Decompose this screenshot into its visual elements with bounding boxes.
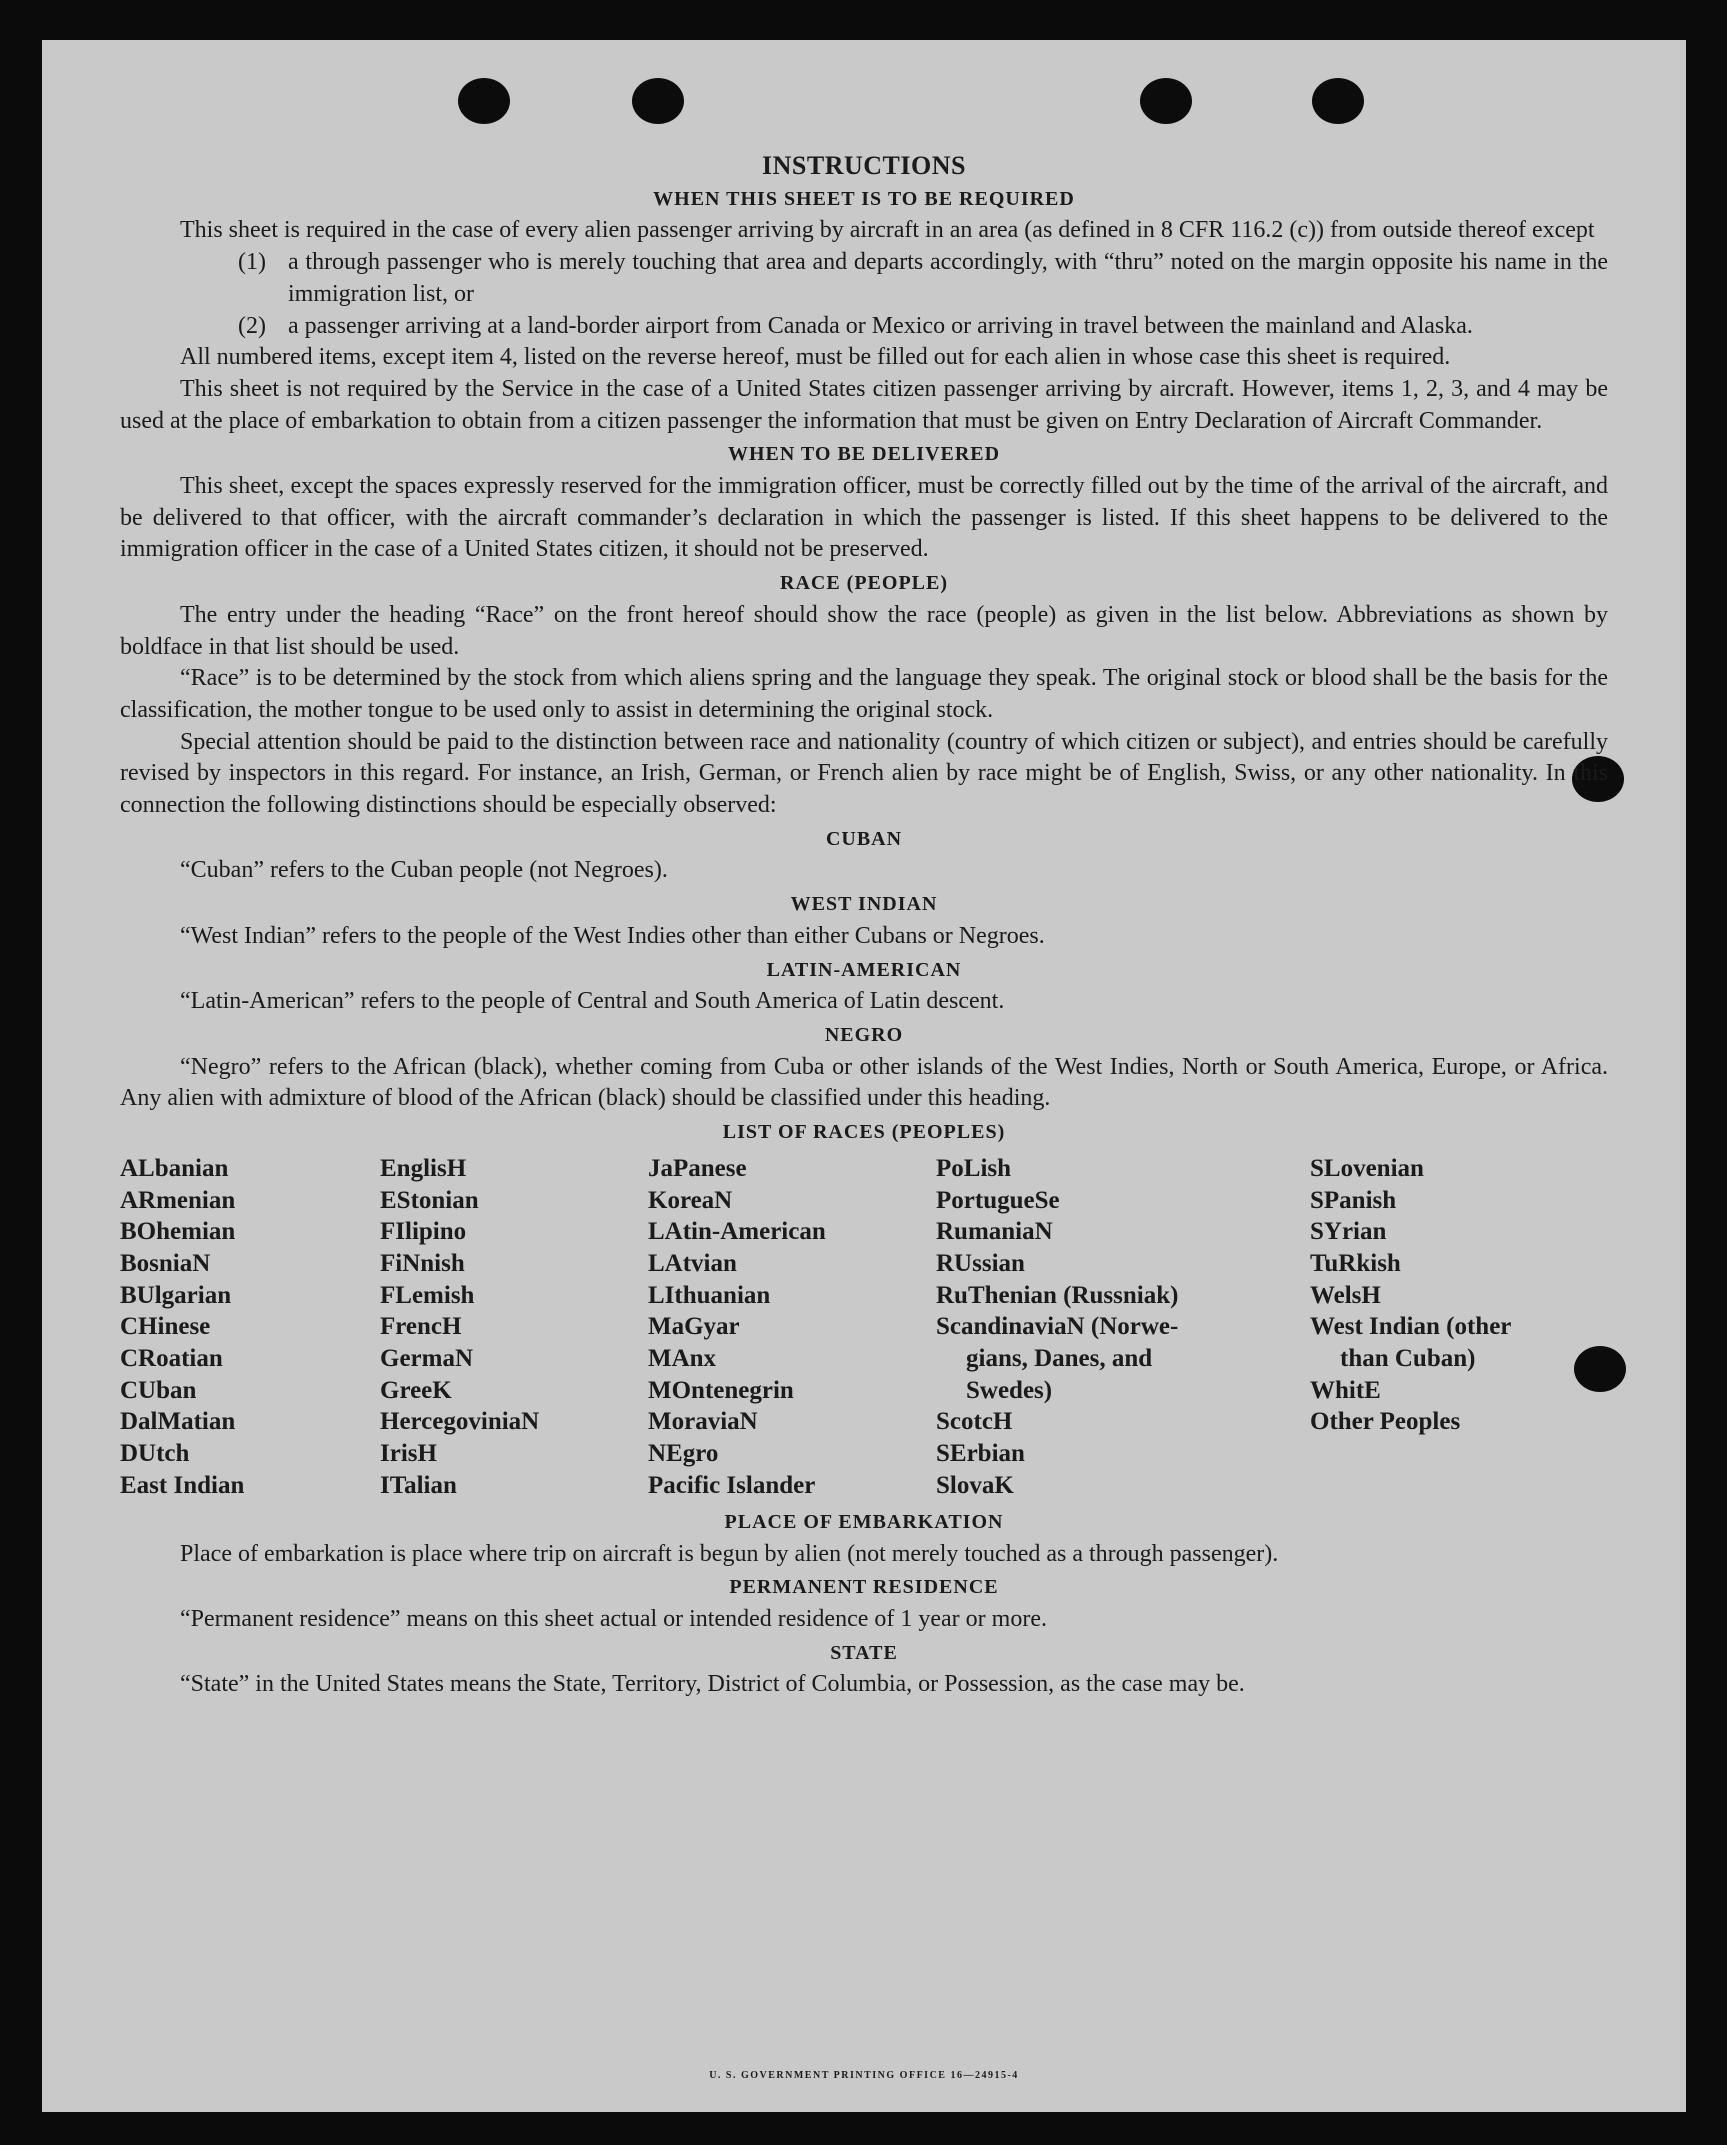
race-item: WhitE: [1310, 1376, 1381, 1404]
paragraph: “Permanent residence” means on this sheet actual or intended residence of 1 year or more.: [180, 1605, 1047, 1632]
section-heading-race: RACE (PEOPLE): [780, 572, 948, 595]
race-item: CHinese: [120, 1313, 211, 1341]
race-item: PoLish: [936, 1154, 1012, 1182]
race-item: Swedes): [966, 1376, 1053, 1404]
paragraph: This sheet, except the spaces expressly reserved for the immigration officer, must be correctly filled out by the time of the arrival of the aircraft, and be delivered to that officer, with the aircraft commander’s declaration in which the passenger is listed. If this sheet happens to be delivered to the immigration officer in the case of a United States citizen, it should not be preserved.: [120, 473, 1608, 563]
exception-item: (1) a through passenger who is merely touching that area and departs accordingly, with “thru” noted on the margin opposite his name in the immigration list, or: [238, 249, 1608, 307]
race-item: ITalian: [380, 1471, 457, 1499]
race-item: MOntenegrin: [648, 1376, 794, 1404]
race-item: NEgro: [648, 1440, 719, 1468]
race-item: SLovenian: [1310, 1154, 1424, 1182]
races-column: [648, 1153, 826, 1502]
races-column: [380, 1153, 539, 1502]
race-item: Pacific Islander: [648, 1471, 816, 1499]
race-item: than Cuban): [1340, 1345, 1476, 1373]
race-item: IrisH: [380, 1440, 437, 1468]
race-item: BosniaN: [120, 1249, 211, 1277]
race-item: WelsH: [1310, 1281, 1381, 1309]
race-item: HercegoviniaN: [380, 1408, 540, 1436]
race-item: RUssian: [936, 1249, 1025, 1277]
race-item: GreeK: [380, 1376, 452, 1404]
paragraph: This sheet is not required by the Service in the case of a United States citizen passenger arriving by aircraft. However, items 1, 2, 3, and 4 may be used at the place of embarkation to obtain from a citizen passenger the information that must be given on Entry Declaration of Aircraft Commander.: [120, 375, 1608, 434]
race-item: TuRkish: [1310, 1249, 1401, 1277]
instructions-content: [120, 150, 1608, 1701]
race-item: FIlipino: [380, 1218, 467, 1246]
punch-hole: [1312, 78, 1364, 124]
race-item: GermaN: [380, 1345, 474, 1373]
punch-hole: [458, 78, 510, 124]
section-heading-negro: NEGRO: [824, 1023, 904, 1046]
race-item: PortugueSe: [936, 1186, 1060, 1214]
page-title: INSTRUCTIONS: [762, 151, 966, 180]
section-heading-state: STATE: [830, 1641, 898, 1664]
section-heading-west-indian: WEST INDIAN: [790, 893, 938, 916]
section-heading-when-required: WHEN THIS SHEET IS TO BE REQUIRED: [653, 187, 1075, 210]
paragraph: The entry under the heading “Race” on the front hereof should show the race (people) as given in the list below. Abbreviations as shown by boldface in that list should be used.: [120, 601, 1608, 660]
race-item: West Indian (other: [1310, 1313, 1512, 1341]
race-item: CUban: [120, 1376, 197, 1404]
punch-hole: [1140, 78, 1192, 124]
punch-hole: [632, 78, 684, 124]
section-heading-embarkation: PLACE OF EMBARKATION: [724, 1510, 1004, 1533]
race-item: SErbian: [936, 1440, 1025, 1468]
race-item: ScandinaviaN (Norwe-: [936, 1313, 1179, 1341]
section-heading-latin-american: LATIN-AMERICAN: [766, 958, 962, 981]
races-column: [1310, 1153, 1511, 1438]
paragraph: “Race” is to be determined by the stock from which aliens spring and the language they speak. The original stock or blood shall be the basis for the classification, the mother tongue to be used only to assist in determining the original stock.: [120, 665, 1608, 723]
race-item: MAnx: [648, 1345, 717, 1373]
section-heading-residence: PERMANENT RESIDENCE: [729, 1576, 999, 1599]
paragraph: “West Indian” refers to the people of the West Indies other than either Cubans or Negroes.: [180, 922, 1045, 949]
race-item: SPanish: [1310, 1186, 1397, 1214]
races-list: [120, 1153, 1608, 1505]
race-item: DUtch: [120, 1440, 190, 1468]
race-item: LIthuanian: [648, 1281, 771, 1309]
exception-item: (2) a passenger arriving at a land-border airport from Canada or Mexico or arriving in travel between the mainland and Alaska.: [238, 312, 1473, 339]
races-column: [120, 1153, 244, 1502]
races-column: [936, 1153, 1178, 1502]
race-item: RumaniaN: [936, 1218, 1053, 1246]
race-item: MaGyar: [648, 1313, 740, 1341]
race-item: ARmenian: [120, 1186, 236, 1214]
race-item: FiNnish: [380, 1249, 465, 1277]
race-item: BOhemian: [120, 1218, 236, 1246]
race-item: ALbanian: [120, 1154, 229, 1182]
paragraph: All numbered items, except item 4, listed on the reverse hereof, must be filled out for each alien in whose case this sheet is required.: [180, 344, 1451, 371]
section-heading-when-delivered: WHEN TO BE DELIVERED: [727, 443, 1001, 466]
paragraph: “Cuban” refers to the Cuban people (not Negroes).: [180, 857, 668, 884]
section-heading-races-list: LIST OF RACES (PEOPLES): [722, 1121, 1006, 1144]
race-item: LAtvian: [648, 1249, 737, 1277]
race-item: EStonian: [380, 1186, 479, 1214]
race-item: MoraviaN: [648, 1408, 758, 1436]
race-item: FrencH: [380, 1313, 462, 1341]
race-item: FLemish: [380, 1281, 475, 1309]
race-item: EnglisH: [380, 1154, 467, 1182]
race-item: gians, Danes, and: [966, 1345, 1153, 1373]
race-item: DalMatian: [120, 1408, 236, 1436]
printing-office-footer: U. S. GOVERNMENT PRINTING OFFICE 16—24915-4: [709, 2070, 1019, 2081]
paragraph: Special attention should be paid to the distinction between race and nationality (country of which citizen or subject), and entries should be carefully revised by inspectors in this regard. For instance, an Irish, German, or French alien by race might be of English, Swiss, or any other nationality. In this connection the following distinctions should be especially observed:: [120, 728, 1608, 819]
race-item: CRoatian: [120, 1345, 223, 1373]
race-item: BUlgarian: [120, 1281, 232, 1309]
race-item: RuThenian (Russniak): [936, 1281, 1179, 1309]
race-item: ScotcH: [936, 1408, 1013, 1436]
race-item: KoreaN: [648, 1186, 733, 1214]
paragraph: “State” in the United States means the State, Territory, District of Columbia, or Possession, as the case may be.: [180, 1671, 1245, 1698]
race-item: SlovaK: [936, 1471, 1014, 1499]
race-item: SYrian: [1310, 1218, 1387, 1246]
race-item: LAtin-American: [648, 1218, 826, 1246]
paragraph: “Negro” refers to the African (black), whether coming from Cuba or other islands of the West Indies, North or South America, Europe, or Africa. Any alien with admixture of blood of the African (black) should be classified under this heading.: [120, 1053, 1608, 1112]
paragraph: Place of embarkation is place where trip on aircraft is begun by alien (not merely touched as a through passenger).: [180, 1540, 1279, 1567]
paragraph: “Latin-American” refers to the people of Central and South America of Latin descent.: [180, 988, 1005, 1015]
race-item: Other Peoples: [1310, 1408, 1461, 1436]
section-heading-cuban: CUBAN: [825, 827, 903, 850]
race-item: East Indian: [120, 1471, 245, 1499]
paragraph: This sheet is required in the case of every alien passenger arriving by aircraft in an area (as defined in 8 CFR 116.2 (c)) from outside thereof except: [180, 217, 1595, 244]
race-item: JaPanese: [648, 1154, 747, 1182]
